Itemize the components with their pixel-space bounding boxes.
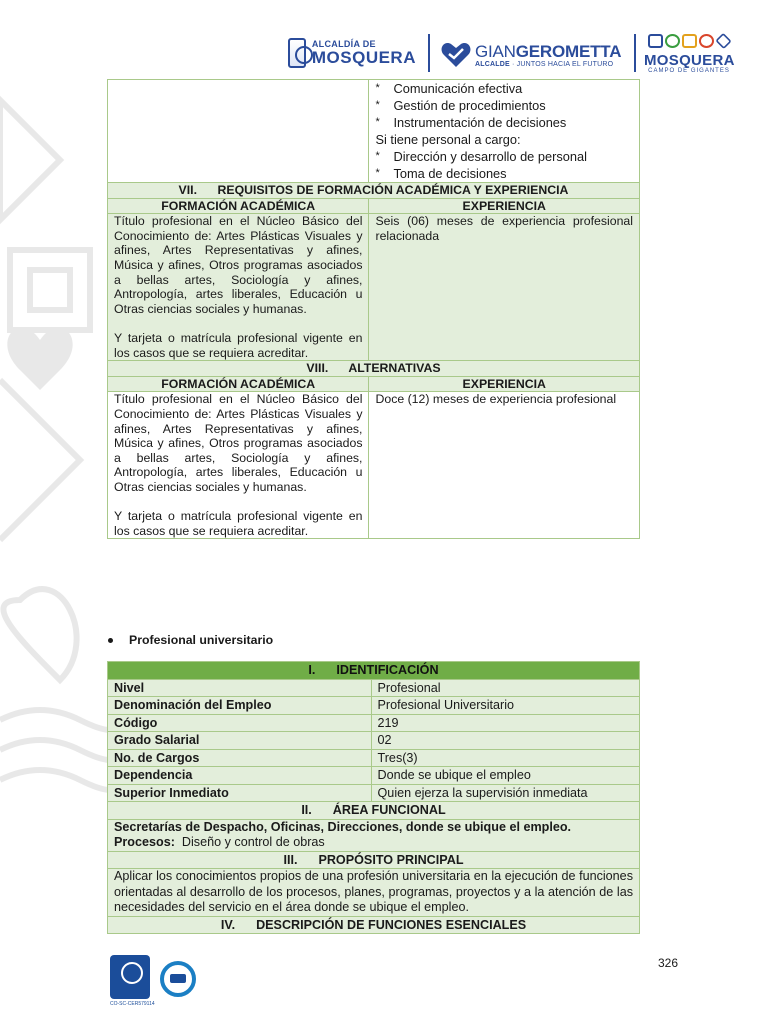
row-label: Nivel — [108, 679, 372, 697]
row-value: Donde se ubique el empleo — [371, 767, 639, 785]
row-label: Grado Salarial — [108, 732, 372, 750]
table-row — [108, 784, 640, 802]
page-header — [288, 30, 738, 78]
section-title: I. IDENTIFICACIÓN — [108, 662, 640, 680]
shield-icon — [288, 38, 306, 68]
area-funcional-text: Secretarías de Despacho, Oficinas, Direcciones, donde se ubique el empleo. — [114, 819, 572, 834]
gian-gerometta-logo — [440, 38, 630, 72]
section-title: VII. REQUISITOS DE FORMACIÓN ACADÉMICA Y EXPERIENCIA — [108, 183, 640, 199]
identificacion-table — [107, 661, 640, 934]
table-row — [108, 714, 640, 732]
section-title: II. ÁREA FUNCIONAL — [108, 802, 640, 820]
experiencia-cell: Doce (12) meses de experiencia profesional — [369, 392, 640, 539]
area-funcional-cell — [108, 819, 640, 851]
table-row — [108, 697, 640, 715]
tarjeta-text: Y tarjeta o matrícula profesional vigente en los casos que se requiera acreditar. — [114, 509, 363, 538]
column-header: EXPERIENCIA — [369, 376, 640, 392]
formacion-cell — [108, 392, 369, 539]
mosquera-name: MOSQUERA — [644, 52, 735, 69]
competencia-item: * Dirección y desarrollo de personal — [371, 148, 633, 165]
column-header: EXPERIENCIA — [369, 198, 640, 214]
row-value: Profesional Universitario — [371, 697, 639, 715]
competencia-item: * Comunicación efectiva — [371, 80, 633, 97]
column-header: FORMACIÓN ACADÉMICA — [108, 198, 369, 214]
row-label: No. de Cargos — [108, 749, 372, 767]
bullet-heading-text: Profesional universitario — [129, 633, 274, 647]
gian-first: GIAN — [475, 41, 516, 61]
certification-logos — [110, 955, 202, 1011]
competencias-empty-cell — [108, 80, 369, 183]
row-label: Código — [108, 714, 372, 732]
row-value: Tres(3) — [371, 749, 639, 767]
competencia-item: * Instrumentación de decisiones — [371, 114, 633, 131]
gian-last: GEROMETTA — [515, 41, 622, 61]
row-label: Dependencia — [108, 767, 372, 785]
bullet-heading — [108, 633, 273, 647]
iqnet-icon — [160, 961, 196, 997]
competencia-item: * Gestión de procedimientos — [371, 97, 633, 114]
alcaldia-name: MOSQUERA — [311, 48, 416, 67]
tarjeta-text: Y tarjeta o matrícula profesional vigente en los casos que se requiera acreditar. — [114, 330, 363, 360]
formacion-text: Título profesional en el Núcleo Básico del Conocimiento de: Artes Plásticas Visuales y afines, Artes Representativas y afines, Música y afines, Otros programas asociados a bellas artes, Sociología y afines, Antropología, artes liberales, Educación u Otras ciencias sociales y humanas. — [114, 214, 363, 316]
column-header: FORMACIÓN ACADÉMICA — [108, 376, 369, 392]
table-row — [108, 679, 640, 697]
row-value: 219 — [371, 714, 639, 732]
background-pattern — [0, 80, 120, 840]
mosquera-logo — [644, 34, 734, 74]
icontec-icon — [110, 955, 150, 999]
gian-tag-bold: ALCALDE — [475, 60, 510, 68]
procesos-label: Procesos: — [114, 835, 175, 850]
section-title: IV. DESCRIPCIÓN DE FUNCIONES ESENCIALES — [108, 916, 640, 934]
proposito-text: Aplicar los conocimientos propios de una profesión universitaria en la ejecución de funciones orientadas al desarrollo de los procesos, planes, programas, proyectos y a la atención de las necesidades del servicio en el área donde se ubique el empleo. — [108, 869, 640, 917]
personal-label: Si tiene personal a cargo: — [375, 132, 521, 147]
competencias-cell — [369, 80, 640, 183]
mosquera-icons — [644, 34, 734, 50]
gian-tag: · JUNTOS HACIA EL FUTURO — [512, 60, 614, 68]
alcaldia-label: ALCALDÍA DE — [311, 39, 376, 49]
section-title: III. PROPÓSITO PRINCIPAL — [108, 851, 640, 869]
page-number: 326 — [658, 956, 679, 970]
experiencia-cell: Seis (06) meses de experiencia profesional relacionada — [369, 214, 640, 361]
formacion-cell — [108, 214, 369, 361]
row-value: 02 — [371, 732, 639, 750]
icontec-logo — [110, 955, 155, 1011]
row-label: Superior Inmediato — [108, 784, 372, 802]
competencia-item: * Toma de decisiones — [371, 165, 633, 182]
section-title: VIII. ALTERNATIVAS — [108, 361, 640, 377]
header-divider-2 — [634, 34, 636, 72]
procesos-value: Diseño y control de obras — [181, 835, 325, 850]
row-label: Denominación del Empleo — [108, 697, 372, 715]
formacion-text: Título profesional en el Núcleo Básico del Conocimiento de: Artes Plásticas Visuales y afines, Artes Representativas y afines, Música y afines, Otros programas asociados a bellas artes, Sociología y afines, Antropología, artes liberales, Educación u Otras ciencias sociales y humanas. — [114, 392, 363, 494]
table-row — [108, 767, 640, 785]
header-divider — [428, 34, 430, 72]
mosquera-tag: CAMPO DE GIGANTES — [648, 68, 730, 74]
row-value: Profesional — [371, 679, 639, 697]
heart-icon — [440, 41, 472, 69]
icontec-caption: CO-SC-CER579114 — [110, 1001, 155, 1007]
requisitos-table — [107, 79, 640, 539]
row-value: Quien ejerza la supervisión inmediata — [371, 784, 639, 802]
alcaldia-logo — [288, 36, 416, 70]
bullet-dot-icon — [108, 638, 113, 643]
table-row — [108, 749, 640, 767]
table-row — [108, 732, 640, 750]
